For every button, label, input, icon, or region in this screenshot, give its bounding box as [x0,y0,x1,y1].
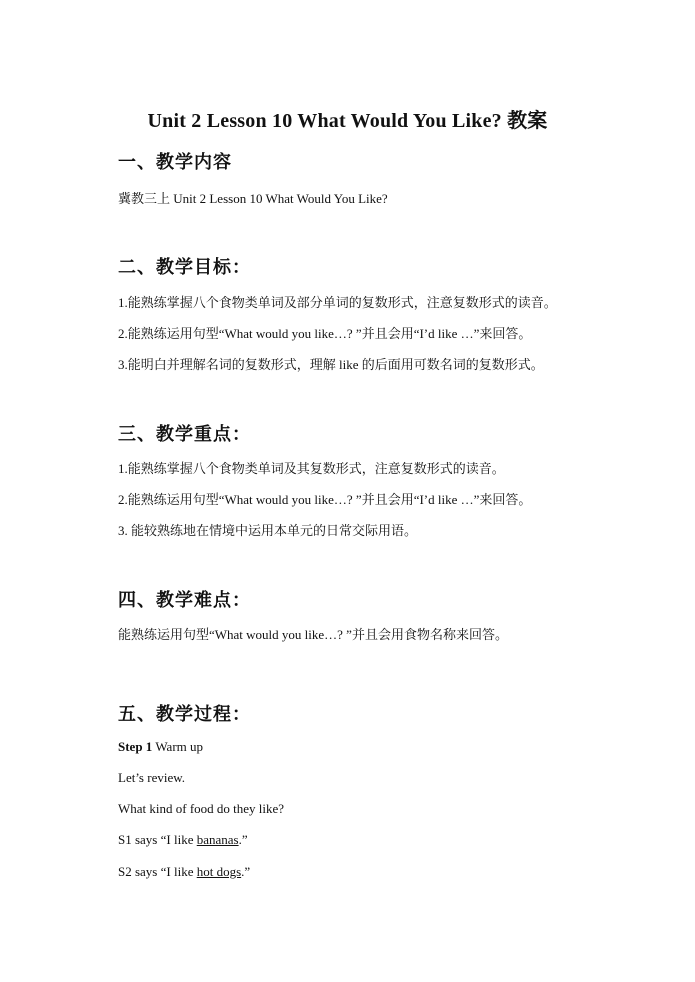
s1-word: bananas [196,832,239,847]
s2-line [118,864,250,880]
key-point-item-1: 1.能熟练掌握八个食物类单词及其复数形式，注意复数形式的读音。 [118,461,505,476]
document-title: Unit 2 Lesson 10 What Would You Like? 教案 [147,110,548,132]
section-heading-objectives: 二、教学目标： [118,257,251,277]
step-title: Warm up [152,739,204,754]
key-point-item-3: 3. 能较熟练地在情境中运用本单元的日常交际用语。 [118,523,418,538]
s1-suffix: .” [238,832,248,847]
s1-line [118,832,248,848]
section-content-text: 冀教三上 Unit 2 Lesson 10 What Would You Like? [118,191,388,206]
s2-suffix: .” [241,864,251,879]
section-heading-difficulties: 四、教学难点： [118,590,251,610]
objective-item-3: 3.能明白并理解名词的复数形式，理解 like 的后面用可数名词的复数形式。 [118,357,544,372]
difficulty-text: 能熟练运用句型“What would you like…? ”并且会用食物名称来回答。 [118,627,508,642]
s2-word: hot dogs [196,864,242,879]
key-point-item-2: 2.能熟练运用句型“What would you like…? ”并且会用“I’d like …”来回答。 [118,492,532,507]
s1-prefix: S1 says “I like [118,832,197,847]
section-heading-content: 一、教学内容 [118,152,232,172]
step-1-line [118,739,203,755]
section-heading-process: 五、教学过程： [118,704,251,724]
process-line-1: Let’s review. [118,770,186,785]
s2-prefix: S2 says “I like [118,864,197,879]
objective-item-2: 2.能熟练运用句型“What would you like…? ”并且会用“I’d like …”来回答。 [118,326,532,341]
section-heading-key-points: 三、教学重点： [118,424,251,444]
objective-item-1: 1.能熟练掌握八个食物类单词及部分单词的复数形式，注意复数形式的读音。 [118,295,557,310]
step-label: Step 1 [118,739,153,754]
process-line-2: What kind of food do they like? [118,801,285,816]
